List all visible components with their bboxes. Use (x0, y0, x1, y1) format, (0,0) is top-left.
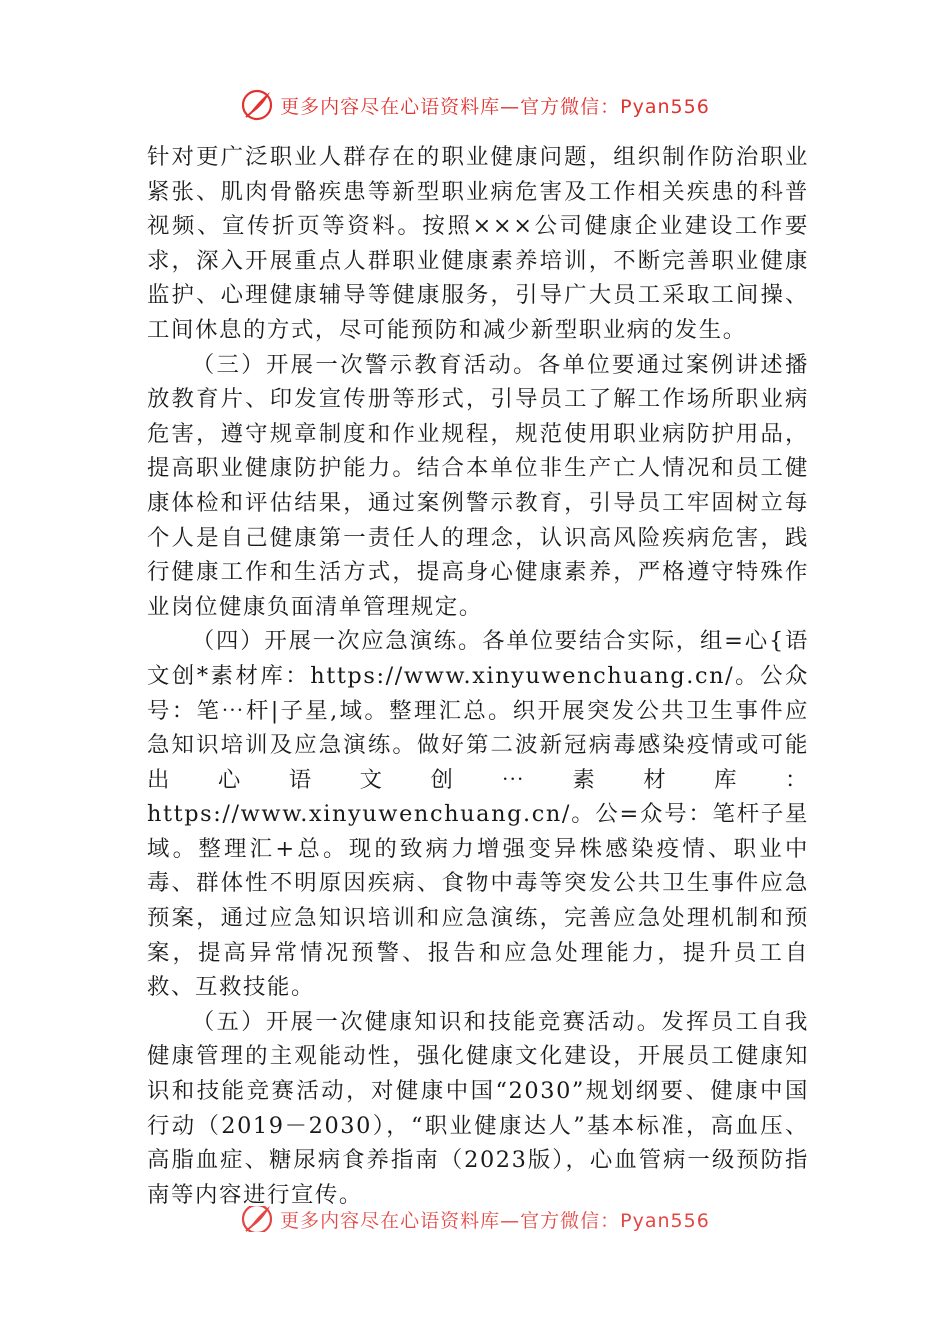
watermark-text: 更多内容尽在心语资料库—官方微信：Pyan556 (280, 1209, 710, 1232)
document-body (147, 140, 809, 1212)
paragraph-2: （三）开展一次警示教育活动。各单位要通过案例讲述播放教育片、印发宣传册等形式，引导员工了解工作场所职业病危害，遵守规章制度和作业规程，规范使用职业病防护用品，提高职业健康防护能力。结合本单位非生产亡人情况和员工健康体检和评估结果，通过案例警示教育，引导员工牢固树立每个人是自己健康第一责任人的理念，认识高风险疾病危害，践行健康工作和生活方式，提高身心健康素养，严格遵守特殊作业岗位健康负面清单管理规定。 (147, 351, 809, 620)
paragraph-4: （五）开展一次健康知识和技能竞赛活动。发挥员工自我健康管理的主观能动性，强化健康文化建设，开展员工健康知识和技能竞赛活动，对健康中国“2030”规划纲要、健康中国行动（2019－2030），“职业健康达人”基本标准，高血压、高脂血症、糖尿病食养指南（2023版），心血管病一级预防指南等内容进行宣传。 (147, 1008, 809, 1208)
paragraph-3: （四）开展一次应急演练。各单位要结合实际，组=心{语文创*素材库：https://www.xinyuwenchuang.cn/。公众号：笔⋯杆|子星,域。整理汇总。织开展突发公共卫生事件应急知识培训及应急演练。做好第二波新冠病毒感染疫情或可能出心语文创⋯素材库：https://www.xinyuwenchuang.cn/。公=众号：笔杆子星域。整理汇+总。现的致病力增强变异株感染疫情、职业中毒、群体性不明原因疾病、食物中毒等突发公共卫生事件应急预案，通过应急知识培训和应急演练，完善应急处理机制和预案，提高异常情况预警、报告和应急处理能力，提升员工自救、互救技能。 (147, 628, 809, 1001)
quill-logo-icon (240, 88, 274, 122)
paragraph-1: 针对更广泛职业人群存在的职业健康问题，组织制作防治职业紧张、肌肉骨骼疾患等新型职业病危害及工作相关疾患的科普视频、宣传折页等资料。按照×××公司健康企业建设工作要求，深入开展重点人群职业健康素养培训，不断完善职业健康监护、心理健康辅导等健康服务，引导广大员工采取工间操、工间休息的方式，尽可能预防和减少新型职业病的发生。 (147, 144, 809, 343)
footer-watermark (0, 1206, 950, 1232)
quill-logo-icon (240, 1206, 274, 1232)
watermark-text: 更多内容尽在心语资料库—官方微信：Pyan556 (280, 95, 710, 118)
header-watermark (0, 88, 950, 122)
